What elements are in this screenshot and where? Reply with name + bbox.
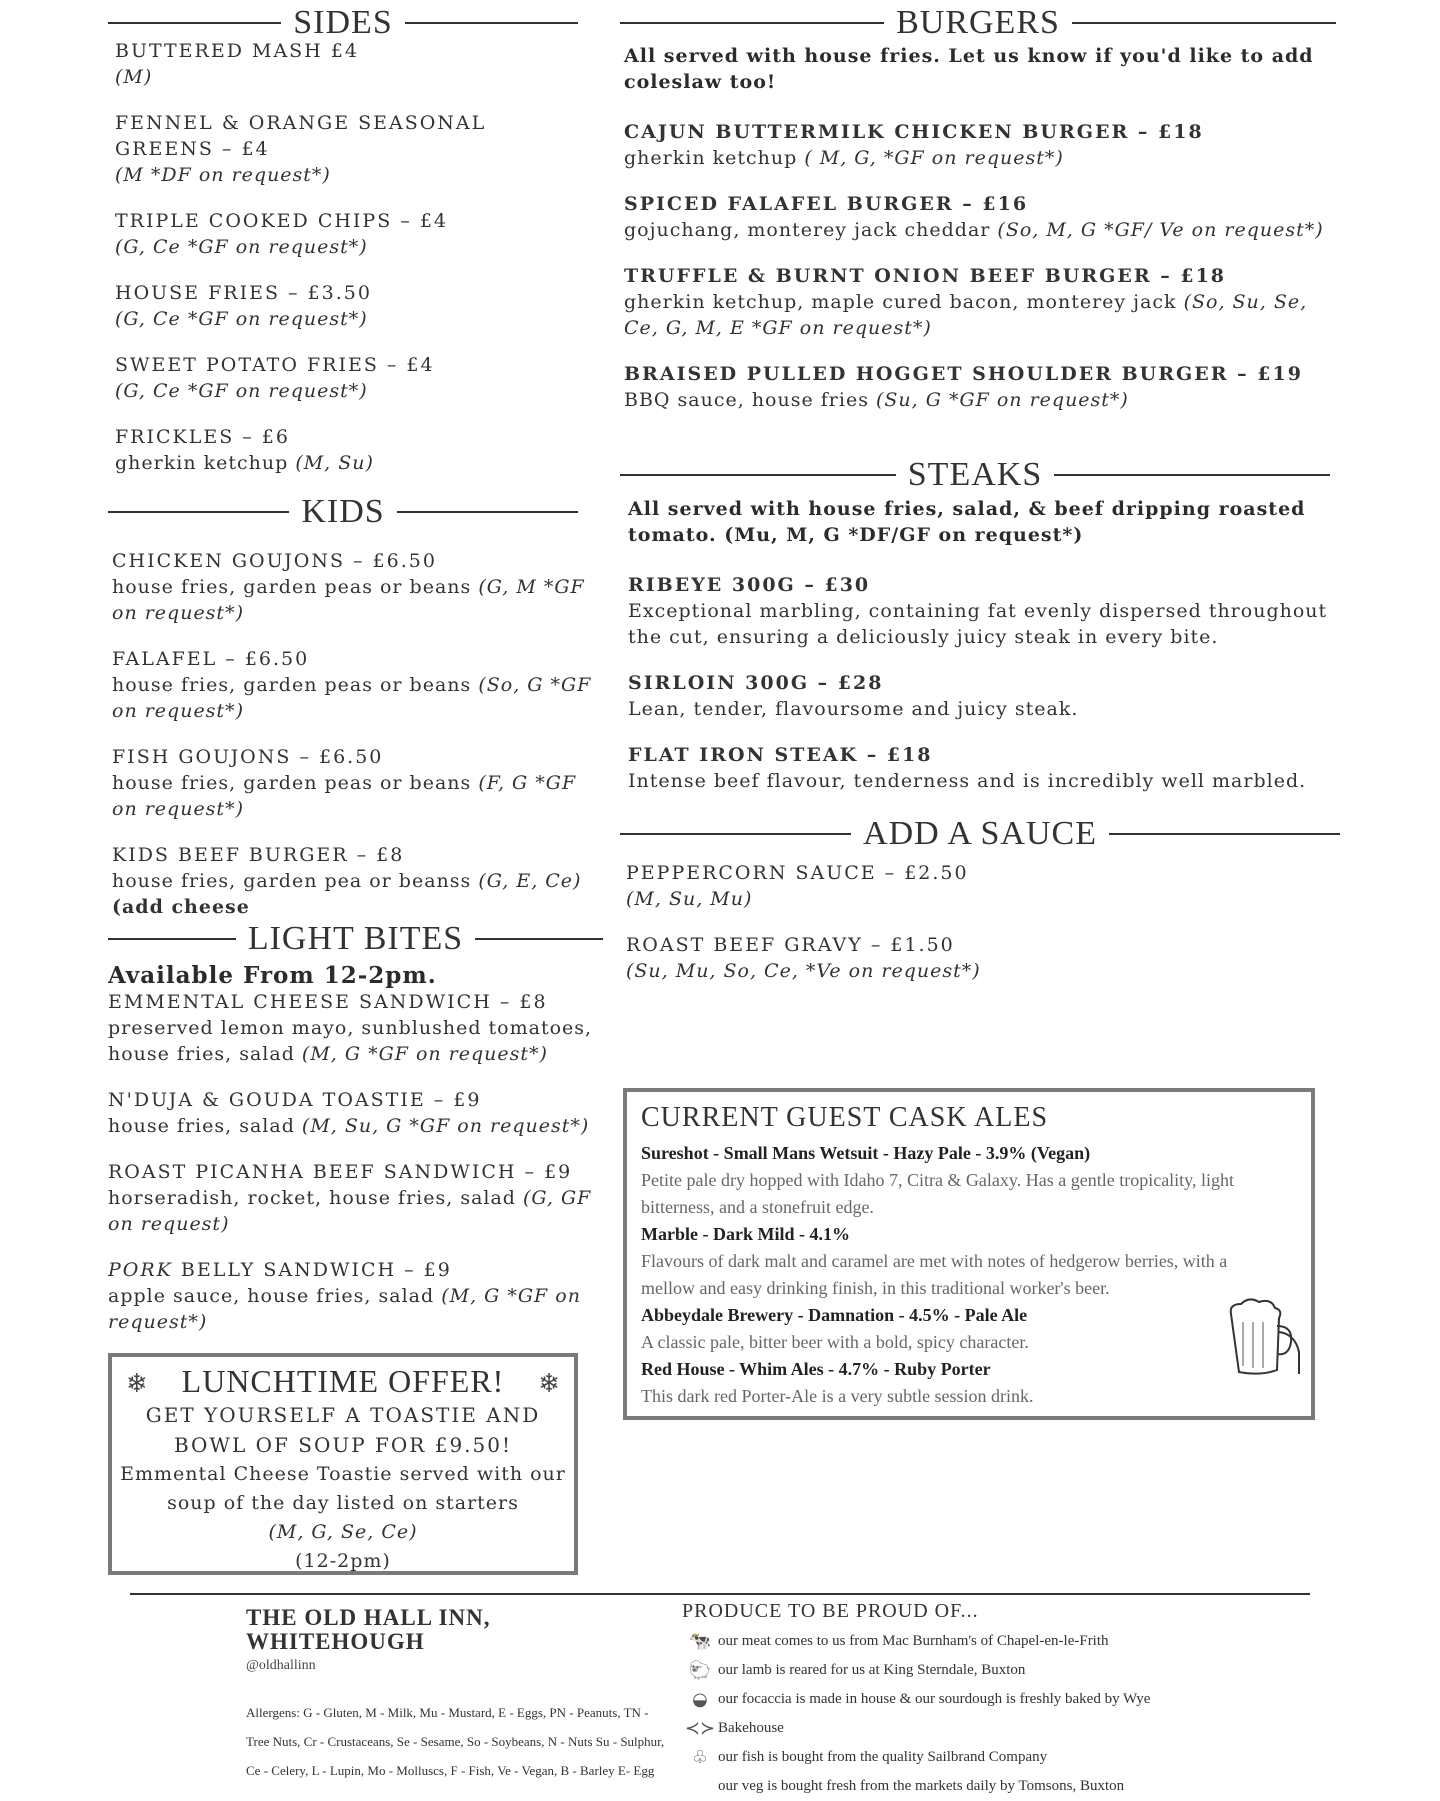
divider bbox=[108, 511, 289, 513]
social-handle: @oldhallinn bbox=[246, 1658, 316, 1673]
menu-item bbox=[626, 932, 1326, 984]
item-desc-text: house fries, garden peas or beans bbox=[112, 674, 472, 696]
menu-item bbox=[115, 38, 585, 90]
inn-name: WHITEHOUGH bbox=[246, 1629, 425, 1654]
item-desc-text: apple sauce, house fries, salad bbox=[108, 1285, 435, 1307]
item-description bbox=[624, 145, 1344, 171]
item-extra: (add cheese bbox=[112, 896, 250, 918]
item-desc-text: preserved lemon mayo, sunblushed tomatoes, house fries, salad bbox=[108, 1017, 593, 1065]
item-description: Intense beef flavour, tenderness and is incredibly well marbled. bbox=[628, 770, 1307, 792]
item-name: BRAISED PULLED HOGGET SHOULDER BURGER – £19 bbox=[624, 363, 1303, 385]
divider bbox=[1072, 22, 1336, 24]
burgers-list bbox=[624, 43, 1344, 433]
item-desc-text: house fries, garden pea or beanss bbox=[112, 870, 472, 892]
ale-description: Flavours of dark malt and caramel are met with notes of hedgerow berries, with a mellow and easy drinking finish, in this traditional worker's beer. bbox=[641, 1251, 1228, 1298]
item-name: ROAST PICANHA BEEF SANDWICH – £9 bbox=[108, 1161, 573, 1183]
menu-item bbox=[112, 646, 592, 724]
produce-row bbox=[682, 1772, 1202, 1801]
item-allergens: (F, G *GF on request*) bbox=[112, 772, 577, 820]
menu-item bbox=[115, 352, 585, 404]
menu-item bbox=[115, 110, 585, 188]
produce-row bbox=[682, 1656, 1202, 1685]
section-title: LIGHT BITES bbox=[247, 920, 464, 957]
sauces-header bbox=[620, 815, 1340, 853]
lunch-offer-box bbox=[108, 1353, 578, 1575]
lamb-icon: 🐑 bbox=[688, 1660, 712, 1681]
item-desc-text: house fries, garden peas or beans bbox=[112, 772, 472, 794]
fish-icon: ≺≻ bbox=[684, 1718, 716, 1739]
item-name: KIDS BEEF BURGER – £8 bbox=[112, 844, 405, 866]
item-allergens: (G, M *GF on request*) bbox=[112, 576, 585, 624]
burgers-header bbox=[620, 4, 1336, 42]
item-name bbox=[108, 1257, 598, 1283]
menu-item bbox=[112, 548, 592, 626]
item-name: FISH GOUJONS – £6.50 bbox=[112, 746, 384, 768]
item-allergens: (So, Su, Se, Ce, G, M, E *GF on request*) bbox=[624, 291, 1308, 339]
item-allergens: (M, G *GF on request*) bbox=[108, 1285, 581, 1333]
item-description bbox=[108, 1015, 598, 1067]
menu-item bbox=[624, 119, 1344, 171]
item-name: CHICKEN GOUJONS – £6.50 bbox=[112, 550, 437, 572]
menu-item bbox=[115, 280, 585, 332]
item-description bbox=[108, 1283, 598, 1335]
lunch-offer-time: (12-2pm) bbox=[295, 1550, 391, 1572]
item-allergens: (So, G *GF on request*) bbox=[112, 674, 592, 722]
item-description bbox=[112, 868, 592, 894]
produce-text: our lamb is reared for us at King Sterndale, Buxton bbox=[718, 1662, 1026, 1678]
menu-item bbox=[112, 744, 592, 822]
ale-name: Red House - Whim Ales - 4.7% - Ruby Porter bbox=[641, 1359, 991, 1379]
divider bbox=[397, 511, 578, 513]
light-bites-list bbox=[108, 963, 598, 1343]
ales-title: CURRENT GUEST CASK ALES bbox=[641, 1102, 1049, 1133]
item-name: SIRLOIN 300G – £28 bbox=[628, 672, 884, 694]
item-description bbox=[115, 450, 585, 476]
lunch-offer-text: Emmental Cheese Toastie served with our bbox=[120, 1463, 566, 1485]
ale-description: This dark red Porter-Ale is a very subtle session drink. bbox=[641, 1386, 1034, 1406]
item-allergens: (M, Su, Mu) bbox=[626, 888, 753, 910]
item-description bbox=[624, 387, 1344, 413]
item-name: TRIPLE COOKED CHIPS – £4 bbox=[115, 210, 448, 232]
snowflake-icon: ❄ bbox=[126, 1369, 148, 1399]
kids-header bbox=[108, 493, 578, 531]
item-name: ROAST BEEF GRAVY – £1.50 bbox=[626, 934, 955, 956]
item-description bbox=[112, 672, 592, 724]
item-allergens: (So, M, G *GF/ Ve on request*) bbox=[997, 219, 1324, 241]
sauces-list bbox=[626, 860, 1326, 1004]
item-allergens: (G, E, Ce) bbox=[478, 870, 582, 892]
item-allergens: (G, Ce *GF on request*) bbox=[115, 308, 368, 330]
item-name: SPICED FALAFEL BURGER – £16 bbox=[624, 193, 1029, 215]
snowflake-icon: ❄ bbox=[538, 1369, 560, 1399]
beer-mug-icon bbox=[1221, 1292, 1301, 1382]
item-description bbox=[108, 1185, 598, 1237]
produce-text: our meat comes to us from Mac Burnham's of Chapel-en-le-Frith bbox=[718, 1633, 1109, 1649]
item-description bbox=[112, 574, 592, 626]
divider bbox=[620, 474, 896, 476]
inn-name: THE OLD HALL INN, bbox=[246, 1605, 491, 1630]
menu-item bbox=[108, 1257, 598, 1335]
section-title: ADD A SAUCE bbox=[863, 815, 1097, 852]
item-description bbox=[112, 770, 592, 822]
item-desc-text: BBQ sauce, house fries bbox=[624, 389, 869, 411]
produce-row bbox=[682, 1685, 1202, 1714]
menu-item bbox=[628, 670, 1328, 722]
divider bbox=[405, 22, 578, 24]
produce-text: our veg is bought fresh from the markets daily by Tomsons, Buxton bbox=[718, 1778, 1125, 1794]
produce-text: our focaccia is made in house & our sourdough is freshly baked by Wye bbox=[718, 1691, 1151, 1707]
item-allergens: ( M, G, *GF on request*) bbox=[804, 147, 1064, 169]
item-desc-text: house fries, garden peas or beans bbox=[112, 576, 472, 598]
section-title: SIDES bbox=[293, 4, 393, 41]
item-name: FALAFEL – £6.50 bbox=[112, 648, 310, 670]
section-intro: Available From 12-2pm. bbox=[108, 963, 437, 989]
item-name: TRUFFLE & BURNT ONION BEEF BURGER – £18 bbox=[624, 265, 1227, 287]
item-name: HOUSE FRIES – £3.50 bbox=[115, 282, 372, 304]
ale-name: Marble - Dark Mild - 4.1% bbox=[641, 1224, 850, 1244]
allergen-key: Allergens: G - Gluten, M - Milk, Mu - Mustard, E - Eggs, PN - Peanuts, TN - Tree Nuts, Cr - Crustaceans, Se - Sesame, So - Soybeans, N - Nuts Su - Sulphur, Ce - Celery, L - Lupin, Mo - Molluscs, F - Fish, Ve - Vegan, B - Barley E- Egg bbox=[246, 1705, 665, 1778]
section-title: BURGERS bbox=[896, 4, 1060, 41]
produce-title: PRODUCE TO BE PROUD OF... bbox=[682, 1600, 979, 1622]
item-desc-text: gherkin ketchup bbox=[115, 452, 289, 474]
lunch-offer-line: GET YOURSELF A TOASTIE AND bbox=[145, 1403, 541, 1427]
produce-row bbox=[682, 1743, 1202, 1772]
produce-text: our fish is bought from the quality Sailbrand Company bbox=[718, 1749, 1048, 1765]
item-name: N'DUJA & GOUDA TOASTIE – £9 bbox=[108, 1089, 482, 1111]
item-description: Lean, tender, flavoursome and juicy steak. bbox=[628, 698, 1079, 720]
item-name: FENNEL & ORANGE SEASONAL GREENS – £4 bbox=[115, 112, 487, 160]
item-allergens: (M, G *GF on request*) bbox=[301, 1043, 548, 1065]
sides-header bbox=[108, 4, 578, 42]
item-allergens: (G, Ce *GF on request*) bbox=[115, 380, 368, 402]
menu-item bbox=[624, 263, 1344, 341]
lunch-offer-allergens: (M, G, Se, Ce) bbox=[268, 1521, 418, 1543]
item-desc-text: gojuchang, monterey jack cheddar bbox=[624, 219, 991, 241]
menu-item bbox=[624, 361, 1344, 413]
ale-name: Abbeydale Brewery - Damnation - 4.5% - Pale Ale bbox=[641, 1305, 1028, 1325]
item-allergens: (G, GF on request) bbox=[108, 1187, 592, 1235]
menu-item bbox=[108, 989, 598, 1067]
ale-name: Sureshot - Small Mans Wetsuit - Hazy Pale - 3.9% (Vegan) bbox=[641, 1143, 1091, 1163]
divider bbox=[1109, 833, 1340, 835]
kids-list bbox=[112, 548, 592, 928]
item-name: PEPPERCORN SAUCE – £2.50 bbox=[626, 862, 969, 884]
item-description bbox=[624, 217, 1344, 243]
steaks-list bbox=[628, 496, 1328, 814]
item-name: RIBEYE 300G – £30 bbox=[628, 574, 871, 596]
lunch-offer-title: LUNCHTIME OFFER! bbox=[181, 1363, 505, 1399]
section-title: STEAKS bbox=[907, 456, 1043, 493]
ale-description: Petite pale dry hopped with Idaho 7, Citra & Galaxy. Has a gentle tropicality, light bitterness, and a stonefruit edge. bbox=[641, 1170, 1235, 1217]
item-allergens: (M, Su) bbox=[295, 452, 374, 474]
menu-item bbox=[628, 742, 1328, 794]
item-desc-text: house fries, salad bbox=[108, 1115, 295, 1137]
vegetable-icon: ♧ bbox=[691, 1747, 709, 1768]
item-desc-text: gherkin ketchup bbox=[624, 147, 798, 169]
item-allergens: (M *DF on request*) bbox=[115, 164, 331, 186]
produce-text: Bakehouse bbox=[718, 1720, 784, 1736]
footer-divider bbox=[130, 1593, 1310, 1595]
item-name: BUTTERED MASH £4 bbox=[115, 40, 359, 62]
menu-item bbox=[112, 842, 592, 920]
produce-row bbox=[682, 1714, 1202, 1743]
produce-row bbox=[682, 1627, 1202, 1656]
item-name: EMMENTAL CHEESE SANDWICH – £8 bbox=[108, 991, 548, 1013]
item-name: FLAT IRON STEAK – £18 bbox=[628, 744, 933, 766]
item-name-italic: PORK bbox=[108, 1259, 173, 1281]
menu-item bbox=[108, 1087, 598, 1139]
item-allergens: (M) bbox=[115, 66, 153, 88]
divider bbox=[108, 938, 236, 940]
item-description bbox=[108, 1113, 598, 1139]
steaks-header bbox=[620, 456, 1330, 494]
produce-section bbox=[682, 1600, 1202, 1801]
item-allergens: (Su, G *GF on request*) bbox=[876, 389, 1129, 411]
divider bbox=[620, 833, 851, 835]
item-allergens: (G, Ce *GF on request*) bbox=[115, 236, 368, 258]
item-desc-text: horseradish, rocket, house fries, salad bbox=[108, 1187, 516, 1209]
sides-list bbox=[115, 38, 585, 498]
item-name: SWEET POTATO FRIES – £4 bbox=[115, 354, 435, 376]
item-name: FRICKLES – £6 bbox=[115, 426, 290, 448]
divider bbox=[620, 22, 884, 24]
menu-item bbox=[115, 424, 585, 476]
guest-ales-box bbox=[623, 1088, 1315, 1420]
item-description: Exceptional marbling, containing fat evenly dispersed throughout the cut, ensuring a deliciously juicy steak in every bite. bbox=[628, 600, 1328, 648]
menu-item bbox=[628, 572, 1328, 650]
lunch-offer-text: soup of the day listed on starters bbox=[167, 1492, 519, 1514]
menu-item bbox=[115, 208, 585, 260]
bread-icon: ◒ bbox=[692, 1689, 708, 1710]
menu-item bbox=[626, 860, 1326, 912]
item-name-rest: BELLY SANDWICH – £9 bbox=[172, 1259, 452, 1281]
ale-description: A classic pale, bitter beer with a bold, spicy character. bbox=[641, 1332, 1029, 1352]
light-bites-header bbox=[108, 920, 603, 958]
item-allergens: (M, Su, G *GF on request*) bbox=[301, 1115, 590, 1137]
divider bbox=[108, 22, 281, 24]
divider bbox=[475, 938, 603, 940]
lunch-offer-line: BOWL OF SOUP FOR £9.50! bbox=[173, 1433, 513, 1457]
section-title: KIDS bbox=[301, 493, 385, 530]
cow-icon: 🐄 bbox=[688, 1631, 712, 1652]
section-intro: All served with house fries, salad, & beef dripping roasted tomato. (Mu, M, G *DF/GF on request*) bbox=[628, 498, 1306, 546]
divider bbox=[1054, 474, 1330, 476]
section-intro: All served with house fries. Let us know if you'd like to add coleslaw too! bbox=[624, 45, 1314, 93]
item-name: CAJUN BUTTERMILK CHICKEN BURGER – £18 bbox=[624, 121, 1204, 143]
inn-info bbox=[246, 1606, 666, 1785]
item-desc-text: gherkin ketchup, maple cured bacon, monterey jack bbox=[624, 291, 1177, 313]
menu-item bbox=[108, 1159, 598, 1237]
item-allergens: (Su, Mu, So, Ce, *Ve on request*) bbox=[626, 960, 981, 982]
item-description bbox=[624, 289, 1344, 341]
menu-item bbox=[624, 191, 1344, 243]
